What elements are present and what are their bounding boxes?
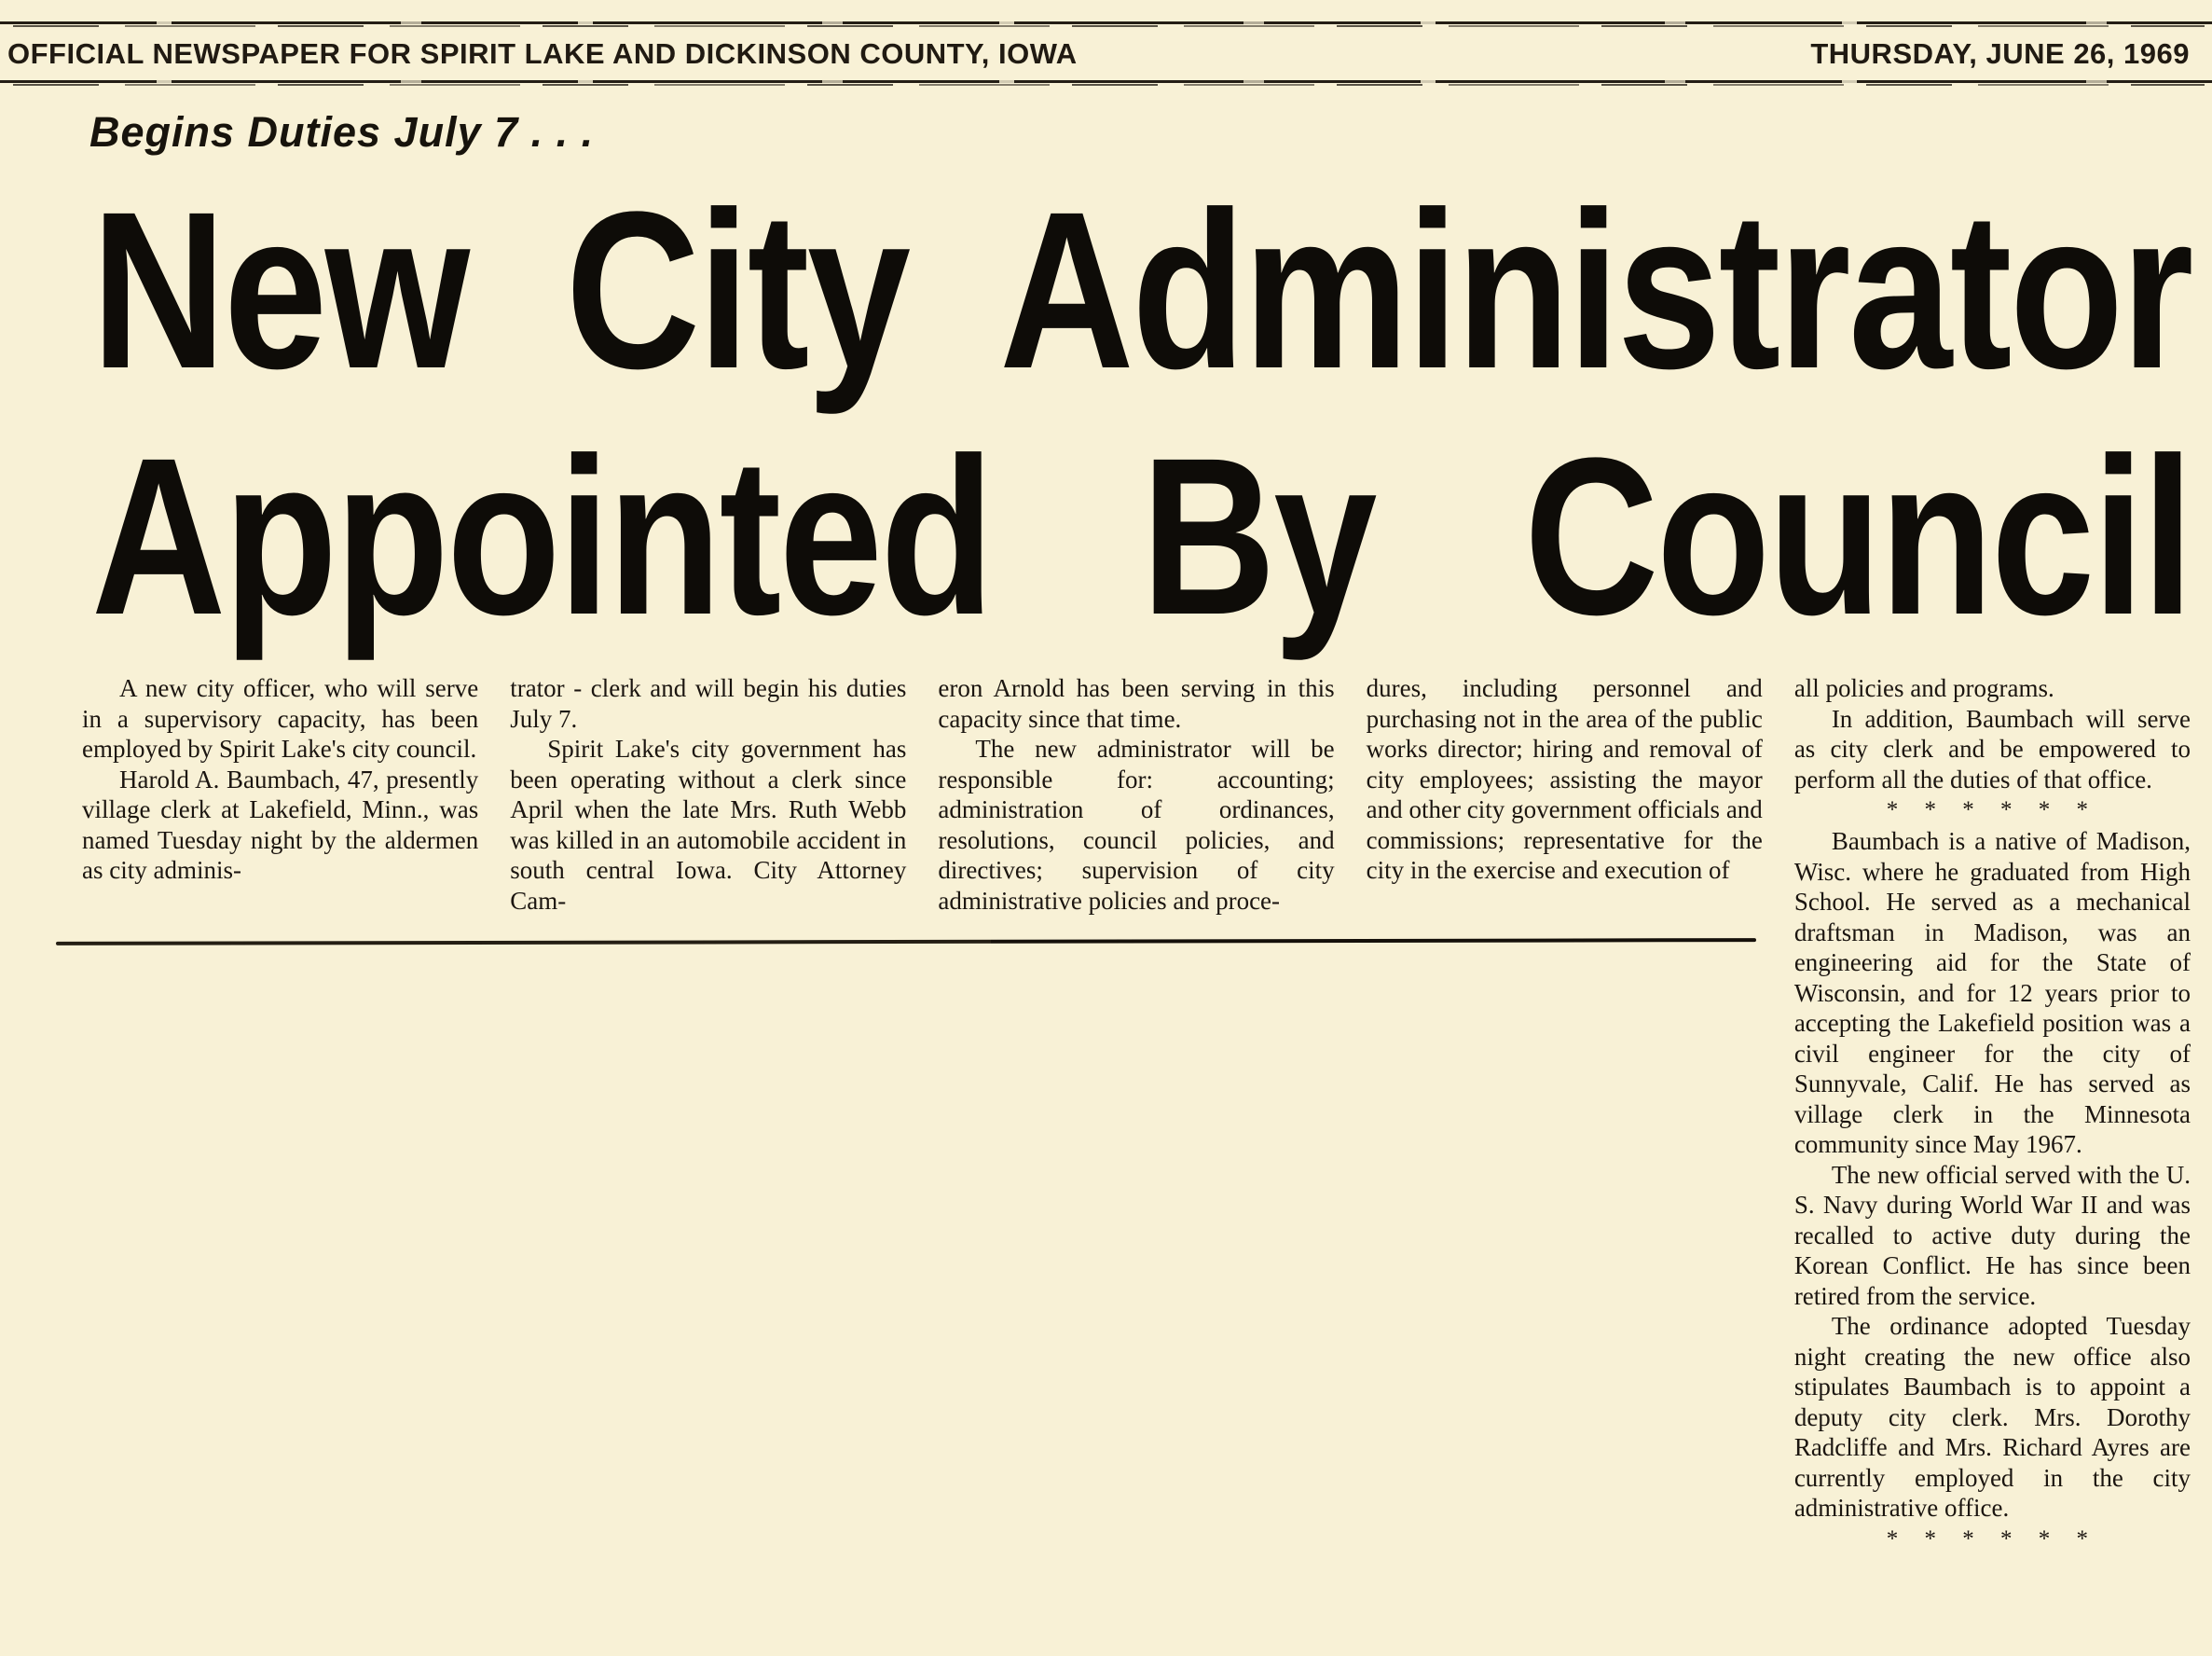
article-column-5 [1794, 673, 2191, 1555]
body-paragraph: Spirit Lake's city government has been operating without a clerk since April when the late Mrs. Ruth Webb was killed in an automobile accident in south central Iowa. City Attorney Cam- [510, 735, 907, 915]
headline-line-2-text: Appointed By Council [91, 411, 2191, 661]
masthead-date: THURSDAY, JUNE 26, 1969 [1810, 37, 2190, 70]
article-column-1 [82, 673, 478, 1555]
body-paragraph: Baumbach is a native of Madison, Wisc. where he graduated from High School. He served as a mechanical draftsman in Madison, was an engineering aid for the State of Wisconsin, and for 12 years prior to accepting the Lakefield position was a civil engineer for the city of Sunnyvale, Calif. He has served as village clerk in the Minnesota community since May 1967. [1793, 827, 2191, 1158]
headline-line-1 [91, 165, 2191, 415]
stars-divider: * * * * * * [1886, 1525, 2099, 1552]
masthead-row [0, 29, 2212, 79]
headline [91, 165, 2191, 661]
body-paragraph: The ordinance adopted Tuesday night creating the new office also stipulates Baumbach is to appoint a deputy city clerk. Mrs. Dorothy Radcliffe and Mrs. Richard Ayres are currently employed in the city administrative office. [1793, 1312, 2191, 1522]
article-column-4 [1367, 673, 1763, 1555]
masthead [0, 21, 2212, 88]
body-paragraph: In addition, Baumbach will serve as city clerk and be empowered to perform all the duties of that office. [1793, 704, 2191, 794]
article-column-3 [938, 673, 1334, 1555]
body-paragraph: all policies and programs. [1793, 674, 2054, 702]
article-body [82, 673, 2191, 1555]
body-paragraph: eron Arnold has been serving in this capacity since that time. [938, 674, 1335, 733]
body-paragraph: dures, including personnel and purchasing not in the area of the public works director; hiring and removal of city employees; assisting the mayor and other city government officials and commissions; representative for the city in the exercise and execution of [1366, 674, 1763, 884]
masthead-rule-bottom [0, 79, 2212, 88]
masthead-left-text: OFFICIAL NEWSPAPER FOR SPIRIT LAKE AND DICKINSON COUNTY, IOWA [7, 37, 1078, 70]
masthead-rule-top [0, 21, 2212, 29]
kicker: Begins Duties July 7 . . . [89, 108, 595, 156]
headline-line-1-text: New City Administrator [91, 165, 2191, 415]
body-paragraph: Harold A. Baumbach, 47, presently village clerk at Lakefield, Minn., was named Tuesday night by the aldermen as city adminis- [82, 765, 479, 884]
body-paragraph: The new official served with the U. S. Navy during World War II and was recalled to active duty during the Korean Conflict. He has since been retired from the service. [1793, 1160, 2191, 1310]
stars-divider: * * * * * * [1886, 797, 2099, 822]
body-paragraph: trator - clerk and will begin his duties July 7. [510, 674, 907, 733]
article-column-2 [510, 673, 906, 1555]
headline-line-2 [91, 411, 2191, 661]
body-paragraph: The new administrator will be responsible for: accounting; administration of ordinances, resolutions, council policies, and directives; supervision of city administrative policies and proce- [938, 735, 1335, 915]
body-paragraph: A new city officer, who will serve in a supervisory capacity, has been employed by Spirit Lake's city council. [82, 674, 479, 763]
